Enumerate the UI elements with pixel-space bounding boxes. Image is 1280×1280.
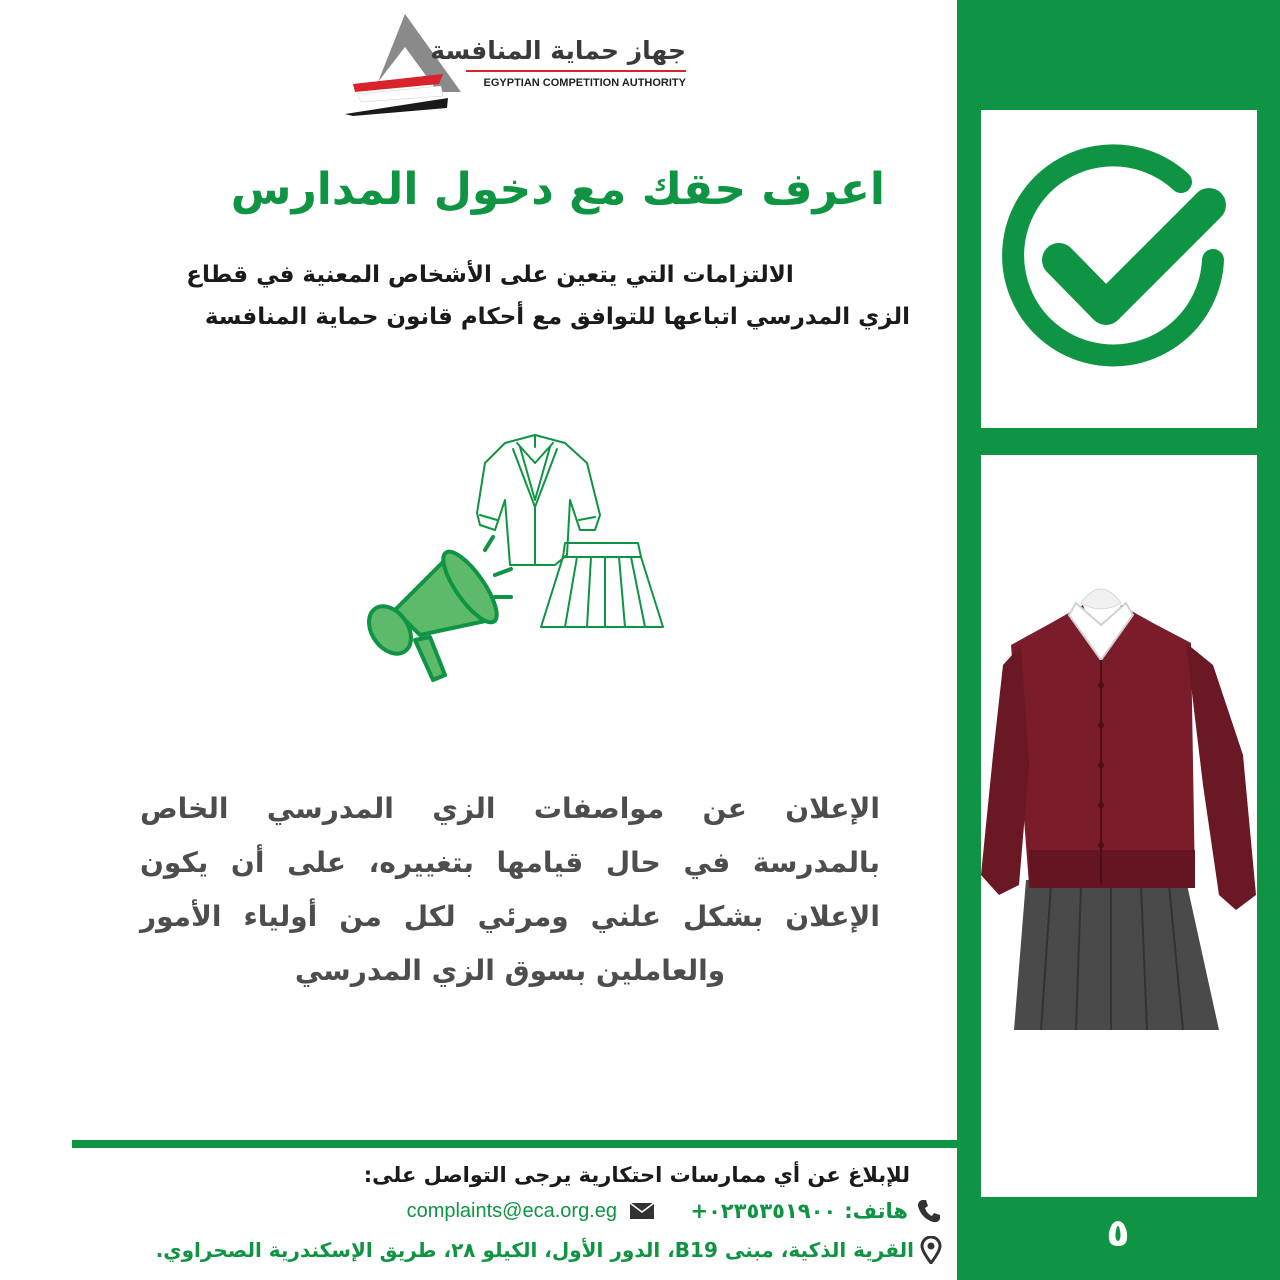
phone-number[interactable]: ٠٢٣٥٣٥١٩٠٠+: [690, 1199, 837, 1223]
phone-row: [660, 1193, 942, 1229]
school-uniform-image: [981, 455, 1257, 1197]
logo-arabic-name: جهاز حماية المنافسة: [430, 36, 686, 65]
check-panel: [981, 110, 1257, 428]
body-text-line-3: الإعلان بشكل علني ومرئي لكل من أولياء الأمور: [140, 900, 880, 933]
uniform-photo-panel: [981, 455, 1257, 1197]
uniform-megaphone-illustration: [355, 425, 675, 695]
logo-divider: [466, 70, 686, 72]
megaphone-icon: [360, 537, 511, 680]
contact-prompt: للإبلاغ عن أي ممارسات احتكارية يرجى التواصل على:: [363, 1163, 910, 1187]
subtitle-line-1: الالتزامات التي يتعين على الأشخاص المعنية في قطاع: [186, 262, 794, 288]
email-row: [350, 1193, 655, 1229]
email-link[interactable]: complaints@eca.org.eg: [406, 1199, 617, 1222]
address-row: [70, 1232, 942, 1268]
address-text: القرية الذكية، مبنى B19، الدور الأول، الكيلو ٢٨، طريق الإسكندرية الصحراوي.: [155, 1238, 914, 1262]
body-text-line-2: بالمدرسة في حال قيامها بتغييره، على أن يكون: [140, 846, 880, 879]
subtitle-line-2: الزي المدرسي اتباعها للتوافق مع أحكام قانون حماية المنافسة: [204, 304, 910, 330]
location-pin-icon: [920, 1236, 942, 1264]
page-number: ٥: [1106, 1211, 1130, 1255]
page-title: اعرف حقك مع دخول المدارس: [230, 164, 885, 215]
phone-label: هاتف:: [844, 1199, 908, 1223]
body-text-line-4: والعاملين بسوق الزي المدرسي: [294, 954, 726, 987]
body-text-line-1: الإعلان عن مواصفات الزي المدرسي الخاص: [140, 792, 880, 825]
mail-icon: [629, 1202, 655, 1220]
logo-english-name: EGYPTIAN COMPETITION AUTHORITY: [483, 77, 686, 89]
footer-divider: [72, 1140, 957, 1148]
phone-icon: [916, 1198, 942, 1224]
check-circle-icon: [981, 110, 1257, 428]
